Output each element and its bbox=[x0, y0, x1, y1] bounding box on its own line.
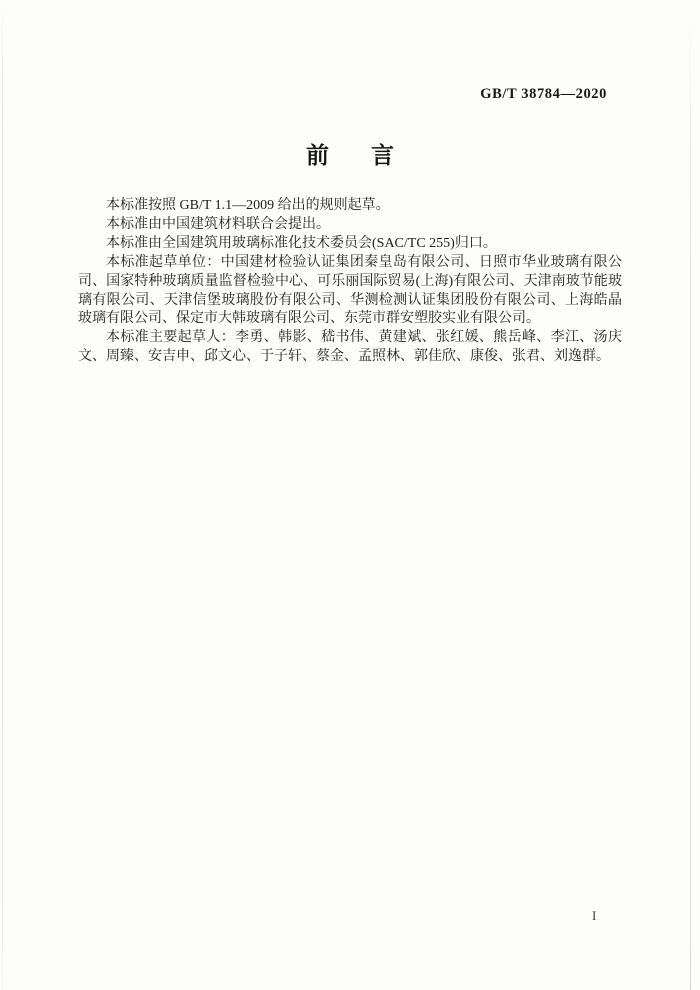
standard-code-header: GB/T 38784—2020 bbox=[480, 86, 607, 102]
foreword-body bbox=[78, 197, 622, 367]
paragraph-drafting-rules: 本标准按照 GB/T 1.1—2009 给出的规则起草。 bbox=[106, 198, 390, 213]
paragraph-proposed-by: 本标准由中国建筑材料联合会提出。 bbox=[106, 216, 330, 232]
paragraph-committee: 本标准由全国建筑用玻璃标准化技术委员会(SAC/TC 255)归口。 bbox=[106, 235, 497, 251]
page-number: I bbox=[592, 908, 597, 923]
paragraph-drafting-organizations: 本标准起草单位：中国建材检验认证集团秦皇岛有限公司、日照市华业玻璃有限公司、国家特种玻璃质量监督检验中心、可乐丽国际贸易(上海)有限公司、天津南玻节能玻璃有限公司、天津信堡玻璃股份有限公司、华测检测认证集团股份有限公司、上海皓晶玻璃有限公司、保定市大韩玻璃有限公司、东莞市群安塑胶实业有限公司。 bbox=[78, 254, 622, 327]
page-title-char-2: 言 bbox=[371, 142, 394, 168]
paragraph-main-drafters: 本标准主要起草人：李勇、韩影、嵇书伟、黄建斌、张红媛、熊岳峰、李江、汤庆文、周臻、安吉申、邱文心、于子轩、蔡金、孟照林、郭佳欣、康俊、张君、刘逸群。 bbox=[78, 330, 622, 365]
page-title-char-1: 前 bbox=[306, 142, 329, 168]
page-title bbox=[0, 137, 700, 170]
